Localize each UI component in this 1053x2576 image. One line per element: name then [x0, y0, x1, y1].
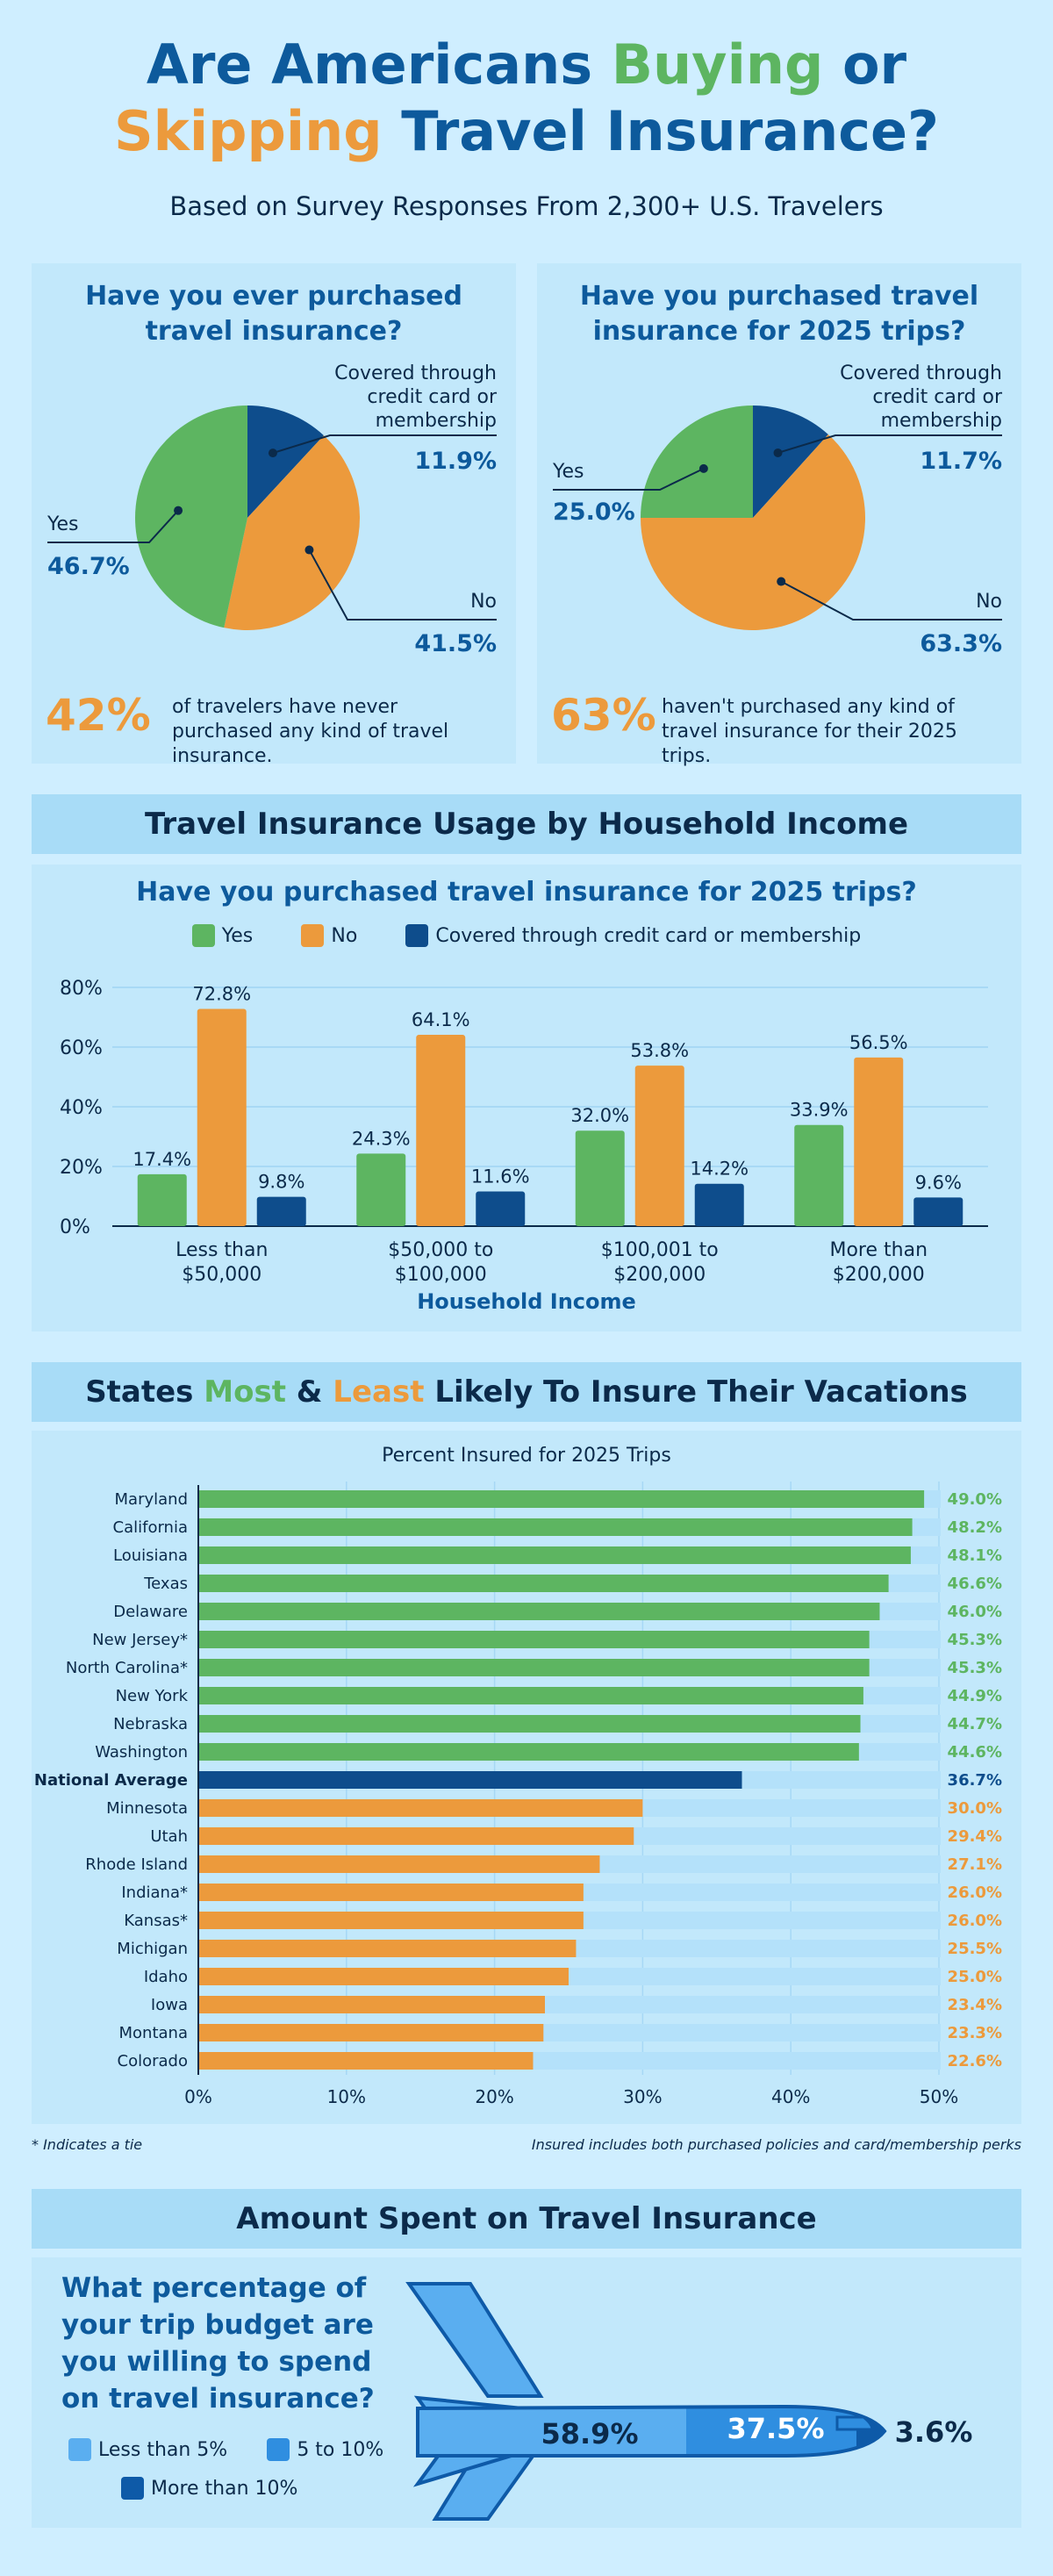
states-bar	[198, 1996, 545, 2013]
income-category-label: Less than	[176, 1239, 269, 1261]
states-value-label: 48.2%	[947, 1518, 1002, 1537]
states-xtick-label: 40%	[770, 2086, 811, 2107]
states-value-label: 46.6%	[947, 1575, 1002, 1593]
states-category-label: New York	[115, 1687, 188, 1705]
states-category-label: Louisiana	[113, 1546, 188, 1565]
states-header-part2: Likely To Insure Their Vacations	[434, 1374, 968, 1410]
income-bar-label: 11.6%	[470, 1166, 530, 1188]
income-bar-label: 9.8%	[258, 1171, 305, 1193]
spend-legend-3-label: More than 10%	[151, 2477, 298, 2500]
states-value-label: 23.4%	[947, 1996, 1002, 2014]
income-bar-label: 9.6%	[914, 1172, 962, 1194]
states-value-label: 45.3%	[947, 1659, 1002, 1677]
states-category-label: Colorado	[117, 2052, 188, 2070]
spend-question: What percentage of your trip budget are you willing to spend on travel insurance?	[61, 2272, 375, 2415]
states-bar-chart	[32, 1431, 1021, 2124]
states-bar	[198, 1743, 859, 1761]
states-bar	[198, 1518, 913, 1536]
states-value-label: 45.3%	[947, 1631, 1002, 1649]
income-bar-label: 72.8%	[192, 983, 252, 1005]
pie2-leader-dot-no	[777, 578, 785, 586]
states-value-label: 22.6%	[947, 2052, 1002, 2070]
states-xtick-label: 30%	[623, 2086, 663, 2107]
income-bar-label: 32.0%	[570, 1105, 630, 1127]
pie1-no-pct: 41.5%	[414, 630, 497, 657]
states-category-label: Minnesota	[106, 1799, 188, 1818]
pie1-leader-dot-covered	[269, 448, 277, 457]
footnote-left: * Indicates a tie	[32, 2136, 143, 2153]
page-subtitle: Based on Survey Responses From 2,300+ U.S. Travelers	[169, 191, 884, 221]
states-category-label: Utah	[150, 1827, 188, 1846]
income-bar	[257, 1197, 306, 1226]
spend-value-1: 58.9%	[541, 2417, 639, 2450]
states-value-label: 44.7%	[947, 1715, 1002, 1733]
airplane-graphic	[32, 2257, 1021, 2528]
title-skipping: Skipping	[113, 99, 383, 163]
title-buying: Buying	[611, 32, 824, 97]
pie1-stat: 42%	[46, 690, 151, 741]
states-section-header	[32, 1362, 1021, 1422]
page-title	[0, 32, 1053, 165]
states-value-label: 23.3%	[947, 2024, 1002, 2042]
states-category-label: Montana	[118, 2024, 188, 2042]
income-category-label: $200,000	[832, 1264, 925, 1286]
income-bar	[794, 1125, 843, 1226]
states-value-label: 25.5%	[947, 1940, 1002, 1958]
pie2-question: Have you purchased travel insurance for 2025 trips?	[579, 281, 979, 347]
pie1-question: Have you ever purchased travel insurance?	[85, 281, 462, 347]
spend-legend-1-label: Less than 5%	[98, 2438, 228, 2461]
states-bar	[198, 1575, 889, 1592]
states-category-label: Rhode Island	[85, 1855, 188, 1874]
states-header-amp: &	[296, 1374, 323, 1410]
income-category-label: $50,000	[182, 1264, 262, 1286]
income-bar	[138, 1174, 187, 1226]
states-bar	[198, 2024, 543, 2041]
pie2-yes-pct: 25.0%	[553, 499, 635, 526]
income-bar-label: 56.5%	[849, 1031, 908, 1053]
spend-legend-2-label: 5 to 10%	[297, 2438, 384, 2461]
income-xlabel: Household Income	[417, 1289, 636, 1314]
states-bar	[198, 1884, 584, 1901]
footnote-right: Insured includes both purchased policies and card/membership perks	[531, 2136, 1021, 2153]
states-panel	[32, 1431, 1021, 2124]
states-category-label: Texas	[144, 1575, 188, 1593]
income-ytick-label: 0%	[60, 1216, 90, 1238]
states-bar	[198, 1799, 642, 1817]
income-category-label: $200,000	[613, 1264, 706, 1286]
states-category-label: National Average	[33, 1771, 188, 1790]
pie1-leader-dot-no	[304, 546, 313, 555]
states-category-label: Delaware	[113, 1603, 188, 1621]
states-category-label: North Carolina*	[65, 1659, 188, 1677]
income-ytick-label: 80%	[60, 978, 103, 1000]
states-bar	[198, 1940, 576, 1957]
states-header-most: Most	[204, 1374, 286, 1410]
pie2-stat: 63%	[551, 690, 656, 741]
states-xtick-label: 50%	[919, 2086, 959, 2107]
states-bar	[198, 1659, 870, 1676]
states-value-label: 46.0%	[947, 1603, 1002, 1621]
states-header-least: Least	[333, 1374, 425, 1410]
states-header-part1: States	[85, 1374, 194, 1410]
states-category-label: Michigan	[117, 1940, 188, 1958]
legend-yes-label: Yes	[221, 924, 254, 947]
states-category-label: New Jersey*	[92, 1631, 188, 1649]
pie1-yes-pct: 46.7%	[47, 553, 130, 580]
states-value-label: 26.0%	[947, 1884, 1002, 1902]
pie1-stat-text: of travelers have never purchased any kind of travel insurance.	[172, 696, 449, 767]
title-or: or	[842, 32, 907, 97]
states-bar	[198, 1546, 911, 1564]
states-category-label: Indiana*	[121, 1884, 188, 1902]
spend-value-3: 3.6%	[894, 2415, 973, 2449]
states-category-label: Idaho	[143, 1968, 188, 1986]
states-bar	[198, 1912, 584, 1929]
states-bar	[198, 1603, 879, 1620]
income-category-label: $50,000 to	[388, 1239, 494, 1261]
pie2-covered-label: Covered through credit card or membership	[840, 362, 1002, 432]
pie2-yes-label: Yes	[553, 461, 584, 483]
states-category-label: Washington	[95, 1743, 188, 1762]
income-ytick-label: 20%	[60, 1157, 103, 1179]
pie1-chart	[32, 263, 516, 764]
airplane-rear-wing-icon	[409, 2284, 541, 2396]
legend-covered-label: Covered through credit card or membership	[435, 924, 862, 947]
states-category-label: Maryland	[114, 1490, 188, 1509]
income-section-header: Travel Insurance Usage by Household Income	[32, 794, 1021, 854]
income-bar-label: 24.3%	[351, 1128, 411, 1150]
states-xtick-label: 20%	[475, 2086, 514, 2107]
states-xtick-label: 0%	[184, 2086, 212, 2107]
states-category-label: California	[112, 1518, 188, 1537]
states-category-label: Kansas*	[124, 1912, 188, 1930]
income-bar	[416, 1035, 465, 1226]
income-bar-label: 64.1%	[411, 1009, 470, 1031]
income-bar	[635, 1066, 684, 1226]
pie1-covered-label: Covered through credit card or membership	[334, 362, 497, 432]
income-bar	[576, 1130, 625, 1226]
income-category-label: $100,000	[394, 1264, 487, 1286]
pie1-slice-yes	[135, 405, 247, 628]
pie1-no-label: No	[470, 591, 497, 613]
income-bar-label: 53.8%	[630, 1040, 690, 1062]
pie2-leader-dot-covered	[774, 448, 783, 457]
income-bar	[913, 1197, 963, 1226]
income-category-label: More than	[829, 1239, 928, 1261]
states-value-label: 44.9%	[947, 1687, 1002, 1705]
pie-panel-1	[32, 263, 516, 767]
pie2-stat-text: haven't purchased any kind of travel insurance for their 2025 trips.	[662, 696, 957, 767]
income-bar	[356, 1153, 405, 1226]
title-part1: Are Americans	[146, 32, 593, 97]
pie2-covered-pct: 11.7%	[920, 448, 1002, 475]
states-bar	[198, 1968, 569, 1985]
states-category-label: Nebraska	[113, 1715, 188, 1733]
states-bar	[198, 1855, 599, 1873]
states-chart-title: Percent Insured for 2025 Trips	[382, 1445, 671, 1467]
income-bar	[854, 1058, 903, 1226]
pie1-yes-label: Yes	[47, 513, 79, 535]
spend-section-header: Amount Spent on Travel Insurance	[32, 2189, 1021, 2249]
states-value-label: 36.7%	[947, 1771, 1002, 1790]
income-question: Have you purchased travel insurance for 2025 trips?	[136, 877, 917, 908]
pie2-slice-yes	[641, 405, 753, 518]
pie-panel-2	[537, 263, 1021, 767]
states-value-label: 48.1%	[947, 1546, 1002, 1565]
states-value-label: 30.0%	[947, 1799, 1002, 1818]
pie2-leader-dot-yes	[699, 464, 708, 473]
states-bar	[198, 1771, 741, 1789]
income-category-label: $100,001 to	[600, 1239, 719, 1261]
spend-panel	[32, 2257, 1021, 2528]
income-bar-label: 14.2%	[690, 1158, 749, 1180]
pie1-covered-pct: 11.9%	[414, 448, 497, 475]
states-value-label: 49.0%	[947, 1490, 1002, 1509]
income-bar	[476, 1192, 525, 1226]
states-xtick-label: 10%	[326, 2086, 367, 2107]
states-value-label: 26.0%	[947, 1912, 1002, 1930]
income-bar-label: 33.9%	[789, 1099, 849, 1121]
income-bar-label: 17.4%	[133, 1148, 192, 1170]
fuselage-segment-more-than-10	[856, 2398, 892, 2468]
income-bar-chart	[32, 865, 1021, 1331]
income-bar	[695, 1184, 744, 1226]
states-value-label: 44.6%	[947, 1743, 1002, 1762]
pie2-no-pct: 63.3%	[920, 630, 1002, 657]
income-ytick-label: 40%	[60, 1097, 103, 1119]
states-bar	[198, 2052, 533, 2070]
title-part2: Travel Insurance?	[401, 99, 940, 163]
states-bar	[198, 1827, 634, 1845]
states-value-label: 27.1%	[947, 1855, 1002, 1874]
legend-no-label: No	[331, 924, 358, 947]
states-bar	[198, 1490, 924, 1508]
pie2-no-label: No	[976, 591, 1002, 613]
spend-value-2: 37.5%	[727, 2412, 825, 2445]
income-ytick-label: 60%	[60, 1037, 103, 1059]
income-panel	[32, 865, 1021, 1331]
cockpit-window-icon	[837, 2417, 872, 2429]
states-value-label: 25.0%	[947, 1968, 1002, 1986]
states-bar	[198, 1715, 861, 1733]
states-bar	[198, 1631, 870, 1648]
states-category-label: Iowa	[150, 1996, 188, 2014]
states-bar	[198, 1687, 863, 1704]
income-bar	[197, 1008, 247, 1226]
states-value-label: 29.4%	[947, 1827, 1002, 1846]
